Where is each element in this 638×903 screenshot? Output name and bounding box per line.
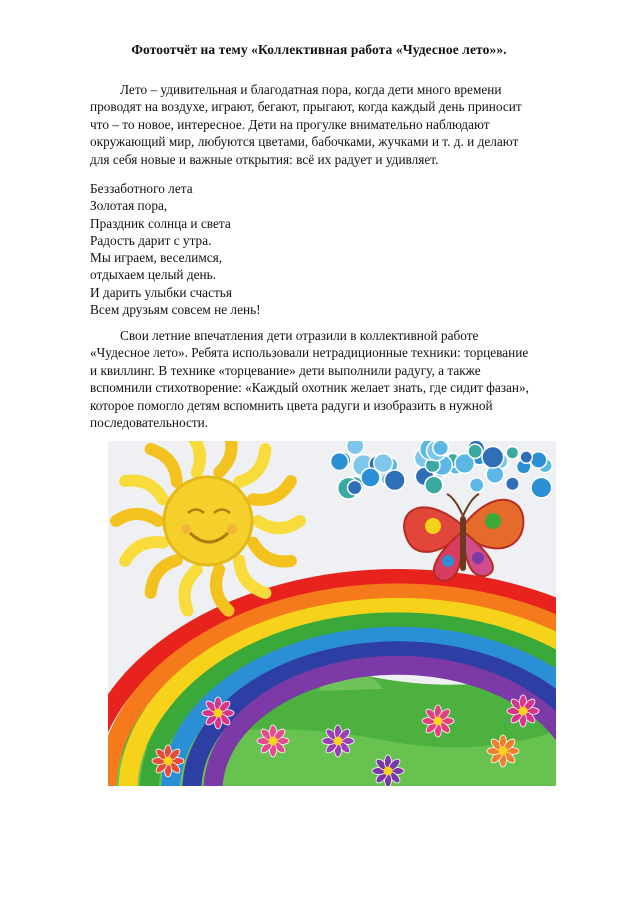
- cloud-coil: [346, 441, 363, 455]
- flower: [422, 705, 454, 737]
- cloud-coil: [520, 451, 532, 463]
- artwork-photo: [108, 441, 556, 786]
- intro-line: окружающий мир, любуются цветами, бабочками, жучками и т. д. и делают: [90, 134, 519, 150]
- cloud-coil: [348, 480, 362, 494]
- cloud-coil: [433, 441, 449, 456]
- intro-line: проводят на воздухе, играют, бегают, прыгают, когда каждый день приносит: [90, 99, 522, 115]
- description-paragraph: [90, 327, 590, 431]
- description-line: последовательности.: [90, 415, 209, 431]
- cloud-coil: [331, 453, 349, 471]
- poem-line: Мы играем, веселимся,: [90, 250, 223, 266]
- cloud-coil: [506, 477, 519, 490]
- cloud-coil: [506, 447, 518, 459]
- flower: [152, 745, 184, 777]
- poem-line: отдыхаем целый день.: [90, 267, 217, 283]
- poem-line: Беззаботного лета: [90, 181, 193, 196]
- cloud-coil: [361, 468, 380, 487]
- poem-line: Всем друзьям совсем не лень!: [90, 302, 261, 318]
- flower: [322, 725, 354, 757]
- cloud-coil: [384, 470, 405, 491]
- cloud-coil: [531, 477, 552, 498]
- poem-line: Золотая пора,: [90, 198, 168, 214]
- sun-cheek: [227, 524, 237, 534]
- flower: [202, 697, 234, 729]
- description-line: которое помогло детям вспомнить цвета радуги и изобразить в нужной: [90, 397, 493, 413]
- flower: [507, 695, 539, 727]
- flower: [487, 735, 519, 767]
- cloud-coil: [425, 476, 443, 494]
- description-line: и квиллинг. В технике «торцевание» дети выполнили радугу, а также: [90, 362, 481, 378]
- cloud-coil: [482, 446, 504, 468]
- page-title: Фотоотчёт на тему «Коллективная работа «Чудесное лето»».: [131, 42, 507, 57]
- poem: [90, 180, 261, 318]
- flower: [257, 725, 289, 757]
- poem-line: Праздник солнца и света: [90, 215, 231, 231]
- cloud-coil: [470, 478, 484, 492]
- poem-line: Радость дарит с утра.: [90, 232, 212, 248]
- sun-ray: [116, 514, 158, 521]
- sun-cheek: [181, 524, 191, 534]
- intro-paragraph: [90, 81, 590, 168]
- cloud-coil: [468, 444, 482, 458]
- description-line: вспомнили стихотворение: «Каждый охотник желает знать, где сидит фазан»,: [90, 380, 529, 396]
- sun-face: [164, 477, 252, 565]
- intro-line: Лето – удивительная и благодатная пора, когда дети много времени: [120, 82, 502, 97]
- description-line: «Чудесное лето». Ребята использовали нетрадиционные техники: торцевание: [90, 345, 529, 361]
- flower: [372, 755, 404, 786]
- intro-line: что – то новое, интересное. Дети на прогулке внимательно наблюдают: [90, 116, 490, 132]
- intro-line: для себя новые и важные открытия: всё их радует и удивляет.: [90, 151, 439, 167]
- sun-ray: [258, 521, 300, 528]
- cloud-coil: [530, 452, 546, 468]
- poem-line: И дарить улыбки счастья: [90, 284, 232, 300]
- description-line: Свои летние впечатления дети отразили в коллективной работе: [120, 328, 479, 343]
